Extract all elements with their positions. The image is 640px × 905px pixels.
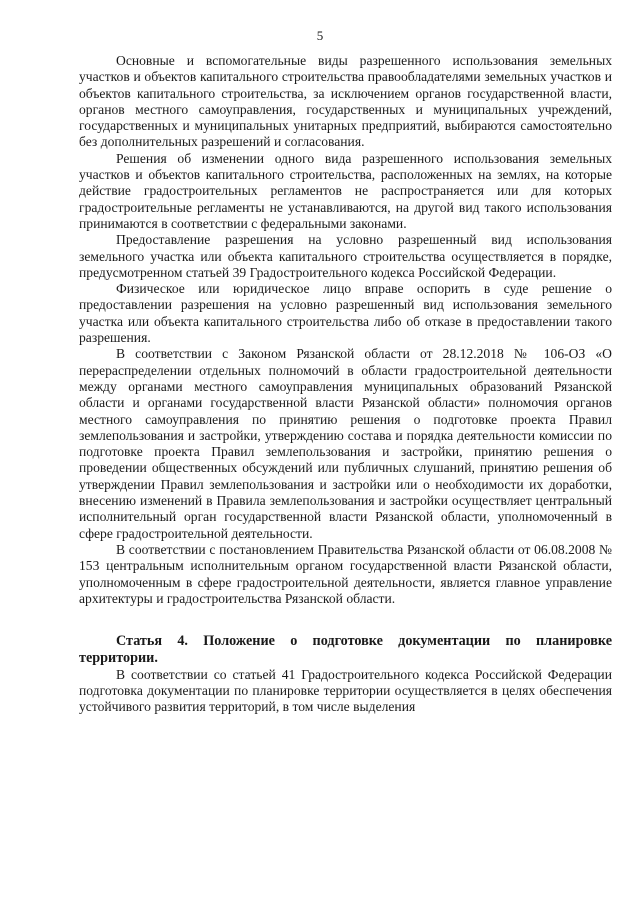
paragraph-conditional-use-permit: Предоставление разрешения на условно разрешенный вид использования земельного участка или объекта капитального строительства осуществляется в порядке, предусмотренном статьей 39 Градостроительного кодекса Российской Федерации. bbox=[79, 232, 612, 280]
paragraph-main-permitted-uses: Основные и вспомогательные виды разрешенного использования земельных участков и объектов капитального строительства правообладателями земельных участков и объектов капитального строительства, за исключением органов государственной власти, органов местного самоуправления, государственных и муниципальных учреждений, государственных и муниципальных унитарных предприятий, выбираются самостоятельно без дополнительных разрешений и согласования. bbox=[79, 53, 612, 150]
paragraph-change-of-use: Решения об изменении одного вида разрешенного использования земельных участков и объектов капитального строительства, расположенных на землях, на которые действие градостроительных регламентов не распространяется или для которых градостроительные регламенты не устанавливаются, на другой вид такого использования принимаются в соответствии с федеральными законами. bbox=[79, 150, 612, 231]
paragraph-court-appeal: Физическое или юридическое лицо вправе оспорить в суде решение о предоставлении разрешения на условно разрешенный вид использования земельного участка или объекта капитального строительства либо об отказе в предоставлении такого разрешения. bbox=[79, 281, 612, 346]
page-number: 5 bbox=[316, 28, 324, 43]
article-heading: Статья 4. Положение о подготовке документации по планировке территории. bbox=[79, 633, 612, 666]
document-body bbox=[79, 53, 612, 716]
paragraph-planning-documentation: В соответствии со статьей 41 Градостроительного кодекса Российской Федерации подготовка документации по планировке территории осуществляется в целях обеспечения устойчивого развития территорий, в том числе выделения bbox=[79, 666, 612, 715]
paragraph-regional-law: В соответствии с Законом Рязанской области от 28.12.2018 № 106-ОЗ «О перераспределении отдельных полномочий в области градостроительной деятельности между органами местного самоуправления муниципальных образований Рязанской области и органами государственной власти Рязанской области» полномочия органов местного самоуправления по принятию решения о подготовке проекта Правил землепользования и застройки, утверждению состава и порядка деятельности комиссии по подготовке проекта Правил землепользования и застройки, принятию решения о проведении общественных обсуждений или публичных слушаний, принятию решения об утверждении Правил землепользования и застройки или о необходимости их доработки, внесению изменений в Правила землепользования и застройки осуществляет центральный исполнительный орган государственной власти Рязанской области, уполномоченный в сфере градостроительной деятельности. bbox=[79, 346, 612, 541]
paragraph-government-resolution: В соответствии с постановлением Правительства Рязанской области от 06.08.2008 № 153 центральным исполнительным органом государственной власти Рязанской области, уполномоченным в сфере градостроительной деятельности, является главное управление архитектуры и градостроительства Рязанской области. bbox=[79, 541, 612, 606]
